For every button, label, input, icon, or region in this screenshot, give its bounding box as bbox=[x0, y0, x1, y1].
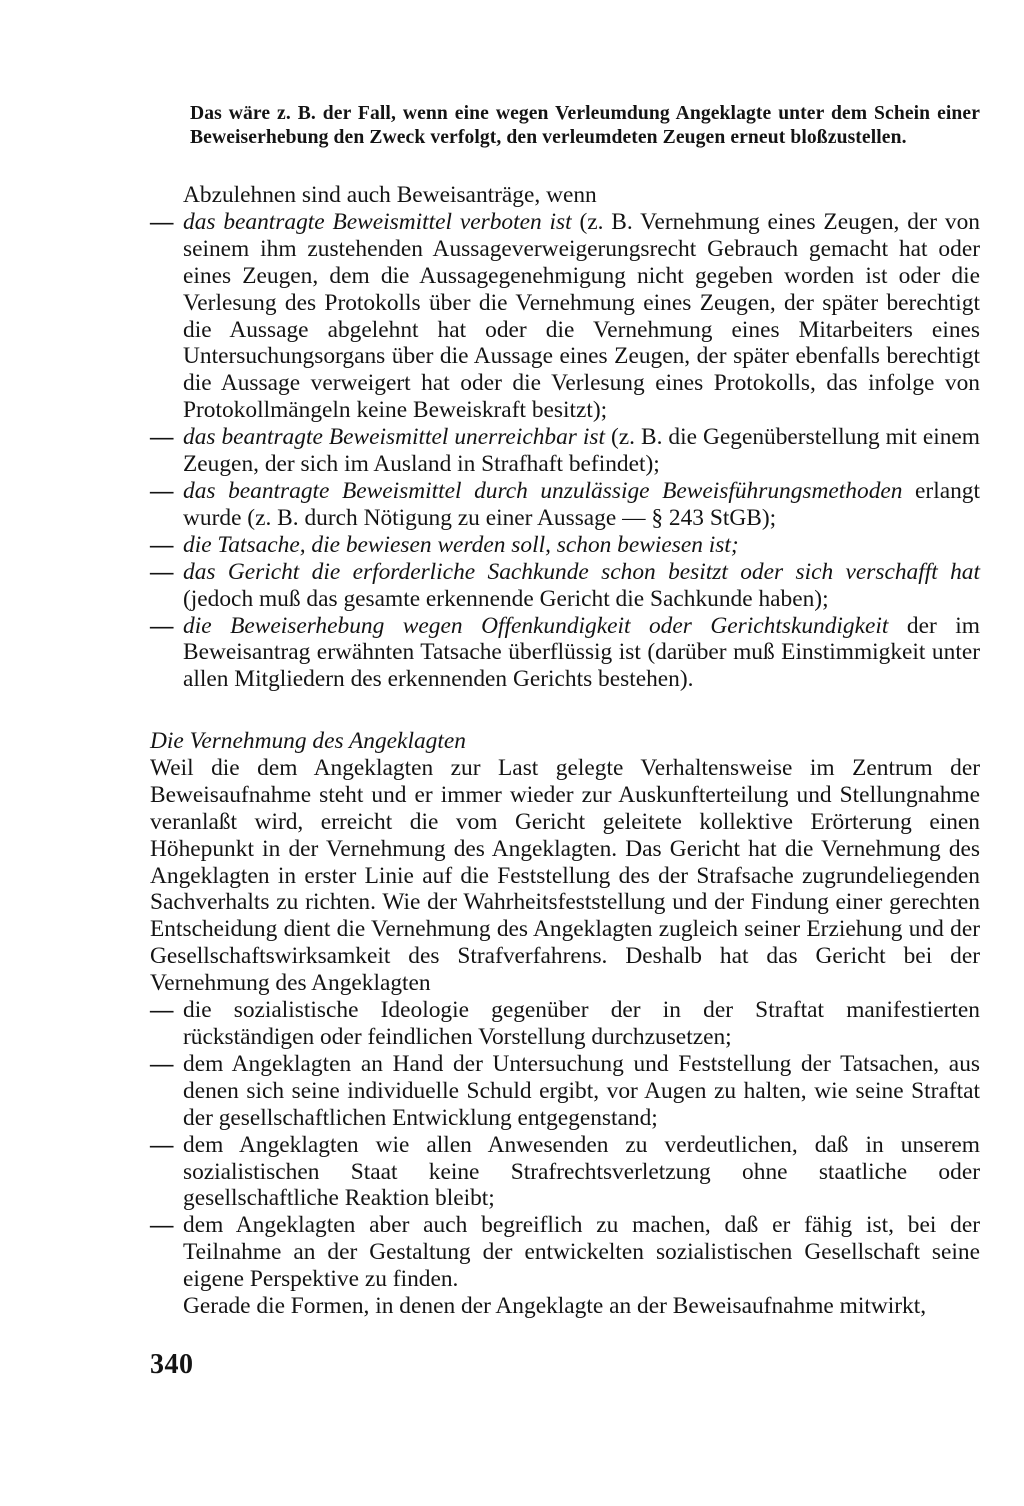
dash-bullet: — bbox=[150, 997, 174, 1024]
section-heading: Die Vernehmung des Angeklagten bbox=[150, 728, 466, 754]
dash-bullet: — bbox=[150, 477, 174, 504]
item-italic: das Gericht die erforderliche Sachkunde schon besitzt oder sich verschafft hat bbox=[183, 558, 980, 585]
rejection-list bbox=[150, 209, 980, 693]
note-text: Das wäre z. B. der Fall, wenn eine wegen Verleumdung Angeklagte unter dem Schein einer Beweiserhebung den Zweck verfolgt, den verleumdeten Zeugen erneut bloßzustellen. bbox=[190, 103, 980, 148]
list-item bbox=[150, 613, 980, 694]
closing-line: Gerade die Formen, in denen der Angeklagte an der Beweisaufnahme mitwirkt, bbox=[183, 1293, 927, 1320]
item-italic: das beantragte Beweismittel durch unzulässige Beweisführungsmethoden bbox=[183, 477, 903, 504]
list-item bbox=[150, 1051, 980, 1132]
section2-paragraph: Weil die dem Angeklagten zur Last gelegte Verhaltensweise im Zentrum der Beweisaufnahme steht und er immer wieder zur Auskunfterteilung und Stellungnahme veranlaßt wird, erreicht die vom Gericht geleitete kollektive Erörterung einen Höhepunkt in der Vernehmung des Angeklagten. Das Gericht hat die Vernehmung des Angeklagten in erster Linie auf die Feststellung des der Strafsache zugrundeliegenden Sachverhalts zu richten. Wie der Wahrheitsfeststellung und der Findung einer gerechten Entscheidung dient die Vernehmung des Angeklagten zugleich seiner Erziehung und der Gesellschaftswirksamkeit des Strafverfahrens. Deshalb hat das Gericht bei der Vernehmung des Angeklagten bbox=[150, 754, 980, 997]
list-item bbox=[150, 1212, 980, 1293]
item-italic: das beantragte Beweismittel verboten ist bbox=[183, 208, 572, 235]
item-text: (jedoch muß das gesamte erkennende Gericht die Sachkunde haben); bbox=[183, 585, 829, 612]
section-evidence-rejection bbox=[150, 182, 980, 693]
item-text: die sozialistische Ideologie gegenüber der in der Straftat manifestierten rückständigen oder feindlichen Vorstellung durchzusetzen; bbox=[183, 997, 980, 1050]
item-text: (z. B. Vernehmung eines Zeugen, der von seinem ihm zustehenden Aussageverweigerungsrecht Gebrauch gemacht hat oder eines Zeugen, dem die Aussagegenehmigung nicht gegeben worden ist oder die Verlesung des Protokolls über die Vernehmung eines Zeugen, der später berechtigt die Aussage abgelehnt hat oder die Vernehmung eines Mitarbeiters eines Untersuchungsorgans über die Aussage eines Zeugen, der später ebenfalls berechtigt die Aussage verweigert hat oder die Verlesung eines Protokolls, das infolge von Protokollmängeln keine Beweiskraft besitzt); bbox=[183, 208, 981, 424]
item-text: dem Angeklagten wie allen Anwesenden zu verdeutlichen, daß in unserem sozialistischen Staat keine Strafrechtsverletzung ohne staatliche oder gesellschaftliche Reaktion bleibt; bbox=[183, 1131, 980, 1212]
list-item bbox=[150, 559, 980, 613]
dash-bullet: — bbox=[150, 424, 174, 451]
page-number: 340 bbox=[150, 1349, 194, 1380]
dash-bullet: — bbox=[150, 558, 174, 585]
item-text: erlangt wurde (z. B. durch Nötigung zu einer Aussage — § 243 StGB); bbox=[183, 477, 980, 531]
list-item bbox=[150, 478, 980, 532]
item-text: der im Beweisantrag erwähnten Tatsache überflüssig ist (darüber muß Einstimmigkeit unter allen Mitgliedern des erkennenden Gerichts bestehen). bbox=[183, 612, 980, 693]
list-item bbox=[150, 424, 980, 478]
list-item bbox=[150, 209, 980, 424]
item-text: dem Angeklagten an Hand der Untersuchung und Feststellung der Tatsachen, aus denen sich seine individuelle Schuld ergibt, vor Augen zu halten, wie seine Straftat der gesellschaftlichen Entwicklung entgegenstand; bbox=[183, 1050, 980, 1131]
dash-bullet: — bbox=[150, 612, 174, 639]
item-text: (z. B. die Gegenüberstellung mit einem Zeugen, der sich im Ausland in Strafhaft befindet); bbox=[183, 424, 980, 478]
dash-bullet: — bbox=[150, 531, 174, 558]
small-print-note bbox=[190, 102, 980, 150]
dash-bullet: — bbox=[150, 208, 174, 235]
list-item bbox=[150, 1132, 980, 1213]
examination-goals-list bbox=[150, 997, 980, 1293]
section1-intro: Abzulehnen sind auch Beweisanträge, wenn bbox=[183, 182, 597, 208]
list-item bbox=[150, 997, 980, 1051]
section-defendant-examination bbox=[150, 728, 980, 1320]
list-item bbox=[150, 532, 980, 559]
dash-bullet: — bbox=[150, 1050, 174, 1077]
item-italic: die Beweiserhebung wegen Offenkundigkeit oder Gerichtskundigkeit bbox=[183, 612, 889, 639]
dash-bullet: — bbox=[150, 1131, 174, 1158]
dash-bullet: — bbox=[150, 1212, 174, 1239]
item-italic: die Tatsache, die bewiesen werden soll, schon bewiesen ist; bbox=[183, 531, 739, 558]
item-italic: das beantragte Beweismittel unerreichbar ist bbox=[183, 424, 605, 451]
item-text: dem Angeklagten aber auch begreiflich zu machen, daß er fähig ist, bei der Teilnahme an der Gestaltung der entwickelten sozialistischen Gesellschaft seine eigene Perspektive zu finden. bbox=[183, 1212, 980, 1293]
